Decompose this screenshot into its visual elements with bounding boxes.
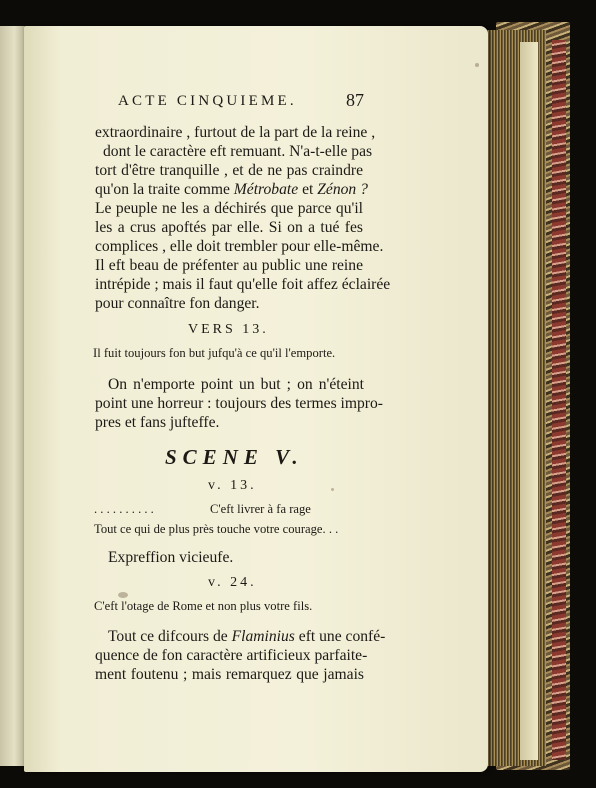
para1-line: Le peuple ne les a déchirés que parce qu'il <box>95 200 363 217</box>
para1-line: intrépide ; mais il faut qu'elle foit affez éclairée <box>95 276 391 293</box>
verse-13-heading: v. 13. <box>208 478 257 493</box>
verse-13-line1: C'eft livrer à fa rage <box>210 502 311 516</box>
vers-heading: VERS 13. <box>188 322 269 337</box>
running-title: ACTE CINQUIEME. <box>118 93 297 109</box>
scene-title: SCENE V. <box>165 445 304 469</box>
page-edges-light <box>520 42 538 760</box>
paper-smudge <box>118 592 128 598</box>
para1-line: Il eft beau de préfenter au public une reine <box>95 257 363 274</box>
name-zenon: Zénon ? <box>317 181 368 198</box>
para1-text: qu'on la traite comme <box>95 181 234 198</box>
para1-line: les a crus apoftés par elle. Si on a tué fes <box>95 219 363 236</box>
verse-13-line2: Tout ce qui de plus près touche votre courage. . . <box>94 522 339 536</box>
cover-edge <box>552 40 566 760</box>
verse-13-dots: . . . . . . . . . . <box>94 502 154 516</box>
para1-line: pour connaître fon danger. <box>95 295 260 312</box>
name-metrobate: Métrobate <box>233 181 299 198</box>
para1-text: et <box>298 181 318 198</box>
para2-line: On n'emporte point un but ; on n'éteint <box>108 376 364 393</box>
left-page-edge <box>0 26 25 766</box>
para1-line: tort d'être tranquille , et de ne pas craindre <box>95 162 363 179</box>
para1-line <box>95 180 368 199</box>
verse-24-line: C'eft l'otage de Rome et non plus votre fils. <box>94 599 313 613</box>
para3-line: ment foutenu ; mais remarquez que jamais <box>95 666 364 683</box>
vers-quote: Il fuit toujours fon but jufqu'à ce qu'il l'emporte. <box>93 346 336 360</box>
verse-24-heading: v. 24. <box>208 575 257 590</box>
para3-line <box>108 627 386 646</box>
para2-line: point une horreur : toujours des termes impro- <box>95 395 383 412</box>
para3-text: Tout ce difcours de <box>108 628 232 645</box>
name-flaminius: Flaminius <box>231 628 295 645</box>
para1-line: extraordinaire , furtout de la part de la reine , <box>95 124 376 141</box>
page-number: 87 <box>346 90 364 110</box>
paper-speck <box>475 63 479 67</box>
para2-line: pres et fans jufteffe. <box>95 414 220 431</box>
para1-line: dont le caractère eft remuant. N'a-t-elle pas <box>103 143 373 160</box>
paper-speck <box>331 488 334 491</box>
para3-line: quence de fon caractère artificieux parfaite- <box>95 647 368 664</box>
comment-vicieuse: Expreffion vicieufe. <box>108 549 234 566</box>
para1-line: complices , elle doit trembler pour elle-même. <box>95 238 384 255</box>
para3-text: eft une confé- <box>294 628 386 645</box>
